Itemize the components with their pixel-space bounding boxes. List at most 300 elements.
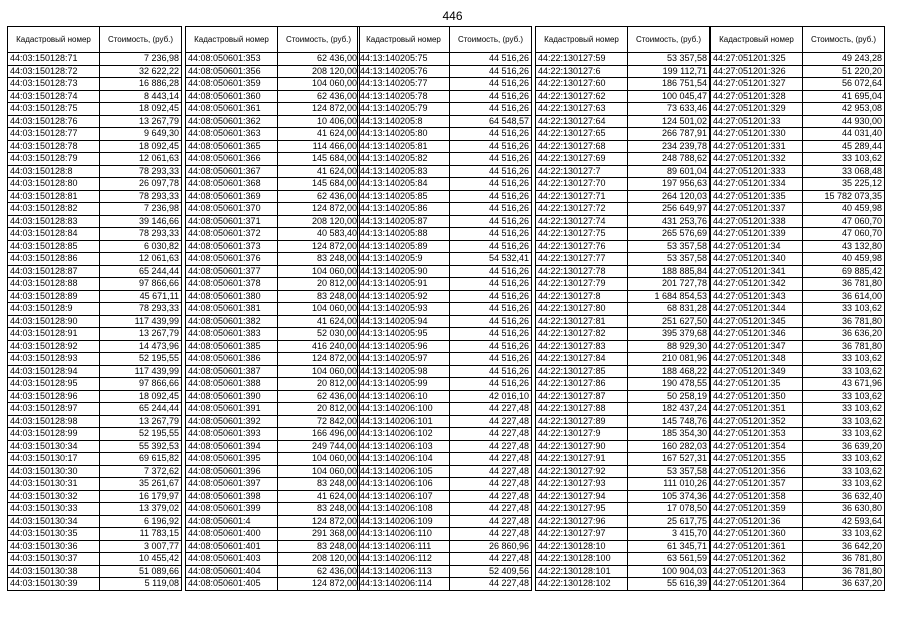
cost-cell: 25 617,75 (628, 515, 710, 528)
cost-cell: 44 227,48 (450, 503, 532, 516)
table-row (536, 265, 710, 278)
table-row (8, 453, 182, 466)
cadastral-number-cell: 44:27:051201:33 (711, 115, 803, 128)
table-row (8, 428, 182, 441)
cost-cell: 104 060,00 (278, 365, 360, 378)
cost-cell: 40 459,98 (803, 203, 885, 216)
cost-cell: 41 624,00 (278, 315, 360, 328)
cost-cell: 62 436,00 (278, 565, 360, 578)
cost-cell: 36 781,80 (803, 278, 885, 291)
cadastral-number-cell: 44:22:130127:65 (536, 128, 628, 141)
cost-cell: 26 097,78 (100, 178, 182, 191)
cost-cell: 40 583,40 (278, 228, 360, 241)
table-row (186, 553, 360, 566)
table-row (536, 390, 710, 403)
cadastral-table-4 (535, 26, 710, 591)
table-row (358, 228, 532, 241)
table-row (358, 365, 532, 378)
table-row (8, 378, 182, 391)
cost-cell: 41 624,00 (278, 165, 360, 178)
table-row (536, 503, 710, 516)
cadastral-number-cell: 44:27:051201:360 (711, 528, 803, 541)
cost-cell: 18 092,45 (100, 140, 182, 153)
cadastral-number-cell: 44:22:130127:96 (536, 515, 628, 528)
cost-cell: 44 516,26 (450, 190, 532, 203)
cadastral-number-cell: 44:08:050601:401 (186, 540, 278, 553)
table-row (711, 553, 885, 566)
cost-cell: 41 624,00 (278, 490, 360, 503)
table-row (8, 465, 182, 478)
cadastral-number-cell: 44:03:150130:36 (8, 540, 100, 553)
table-row (358, 253, 532, 266)
cadastral-number-cell: 44:13:140205:87 (358, 215, 450, 228)
cost-cell: 265 576,69 (628, 228, 710, 241)
table-row (186, 315, 360, 328)
cadastral-number-cell: 44:03:150128:98 (8, 415, 100, 428)
cadastral-number-cell: 44:22:130127:95 (536, 503, 628, 516)
cost-cell: 44 516,26 (450, 353, 532, 366)
table-row (358, 140, 532, 153)
cost-cell: 32 622,22 (100, 65, 182, 78)
cadastral-number-cell: 44:13:140205:82 (358, 153, 450, 166)
table-row (536, 290, 710, 303)
cadastral-number-cell: 44:27:051201:361 (711, 540, 803, 553)
cost-cell: 36 642,20 (803, 540, 885, 553)
cadastral-number-cell: 44:03:150128:71 (8, 53, 100, 66)
cost-cell: 104 060,00 (278, 465, 360, 478)
table-row (8, 565, 182, 578)
cadastral-number-cell: 44:22:130127:6 (536, 65, 628, 78)
cadastral-number-cell: 44:13:140205:94 (358, 315, 450, 328)
table-row (536, 340, 710, 353)
cost-cell: 124 872,00 (278, 103, 360, 116)
table-row (536, 353, 710, 366)
cadastral-number-cell: 44:13:140206:109 (358, 515, 450, 528)
cadastral-number-cell: 44:03:150128:76 (8, 115, 100, 128)
table-row (358, 478, 532, 491)
cost-cell: 64 548,57 (450, 115, 532, 128)
table-row (358, 278, 532, 291)
table-row (536, 403, 710, 416)
cost-cell: 33 103,62 (803, 478, 885, 491)
cost-cell: 44 227,48 (450, 428, 532, 441)
cost-cell: 210 081,96 (628, 353, 710, 366)
cost-cell: 83 248,00 (278, 540, 360, 553)
table-row (8, 115, 182, 128)
cadastral-number-cell: 44:22:130127:8 (536, 290, 628, 303)
cadastral-number-cell: 44:08:050601:377 (186, 265, 278, 278)
table-row (536, 253, 710, 266)
cadastral-number-cell: 44:22:130127:63 (536, 103, 628, 116)
cost-cell: 104 060,00 (278, 78, 360, 91)
cost-cell: 89 601,04 (628, 165, 710, 178)
cost-cell: 44 227,48 (450, 440, 532, 453)
table-row (186, 515, 360, 528)
cadastral-number-cell: 44:13:140205:89 (358, 240, 450, 253)
header-cost: Стоимость, (руб.) (278, 27, 360, 53)
table-row (536, 378, 710, 391)
cost-cell: 14 473,96 (100, 340, 182, 353)
cadastral-number-cell: 44:03:150128:81 (8, 190, 100, 203)
cadastral-number-cell: 44:08:050601:403 (186, 553, 278, 566)
cost-cell: 44 227,48 (450, 453, 532, 466)
cost-cell: 182 437,24 (628, 403, 710, 416)
cost-cell: 44 227,48 (450, 578, 532, 591)
table-row (8, 278, 182, 291)
cadastral-number-cell: 44:08:050601:387 (186, 365, 278, 378)
cadastral-number-cell: 44:22:130127:64 (536, 115, 628, 128)
table-row (186, 540, 360, 553)
table-row (8, 240, 182, 253)
cost-cell: 35 261,67 (100, 478, 182, 491)
cost-cell: 44 227,48 (450, 515, 532, 528)
cost-cell: 97 866,66 (100, 278, 182, 291)
table-row (358, 390, 532, 403)
cost-cell: 40 459,98 (803, 253, 885, 266)
cadastral-number-cell: 44:27:051201:364 (711, 578, 803, 591)
table-row (8, 228, 182, 241)
table-row (536, 128, 710, 141)
cost-cell: 78 293,33 (100, 165, 182, 178)
cost-cell: 13 267,79 (100, 115, 182, 128)
table-row (711, 515, 885, 528)
cadastral-number-cell: 44:13:140205:79 (358, 103, 450, 116)
header-cost: Стоимость, (руб.) (450, 27, 532, 53)
cadastral-number-cell: 44:13:140206:103 (358, 440, 450, 453)
cost-cell: 10 455,42 (100, 553, 182, 566)
cadastral-number-cell: 44:08:050601:404 (186, 565, 278, 578)
cost-cell: 62 436,00 (278, 53, 360, 66)
table-header-row (536, 27, 710, 53)
cadastral-number-cell: 44:22:130127:82 (536, 328, 628, 341)
cadastral-number-cell: 44:22:130127:84 (536, 353, 628, 366)
cadastral-number-cell: 44:03:150130:33 (8, 503, 100, 516)
cadastral-number-cell: 44:08:050601:365 (186, 140, 278, 153)
cadastral-table-1 (7, 26, 182, 591)
table-row (186, 140, 360, 153)
cost-cell: 44 516,26 (450, 178, 532, 191)
cost-cell: 65 244,44 (100, 403, 182, 416)
cadastral-number-cell: 44:08:050601:369 (186, 190, 278, 203)
cost-cell: 104 060,00 (278, 453, 360, 466)
cadastral-number-cell: 44:27:051201:347 (711, 340, 803, 353)
cadastral-number-cell: 44:27:051201:35 (711, 378, 803, 391)
cost-cell: 36 632,40 (803, 490, 885, 503)
table-row (8, 515, 182, 528)
table-row (186, 240, 360, 253)
table-row (711, 528, 885, 541)
cost-cell: 52 195,55 (100, 428, 182, 441)
table-row (186, 428, 360, 441)
table-row (8, 253, 182, 266)
cost-cell: 33 103,62 (803, 365, 885, 378)
cadastral-number-cell: 44:22:130127:76 (536, 240, 628, 253)
table-row (711, 315, 885, 328)
cadastral-number-cell: 44:13:140206:105 (358, 465, 450, 478)
table-row (711, 228, 885, 241)
cadastral-number-cell: 44:22:130127:59 (536, 53, 628, 66)
cadastral-number-cell: 44:27:051201:352 (711, 415, 803, 428)
cost-cell: 44 227,48 (450, 465, 532, 478)
cadastral-number-cell: 44:27:051201:339 (711, 228, 803, 241)
header-cadastral-number: Кадастровый номер (711, 27, 803, 53)
table-row (186, 53, 360, 66)
table-row (186, 465, 360, 478)
table-row (536, 528, 710, 541)
cost-cell: 44 516,26 (450, 240, 532, 253)
cadastral-number-cell: 44:03:150128:96 (8, 390, 100, 403)
cost-cell: 100 904,03 (628, 565, 710, 578)
cadastral-number-cell: 44:22:130127:89 (536, 415, 628, 428)
table-row (186, 528, 360, 541)
table-row (358, 190, 532, 203)
cost-cell: 33 103,62 (803, 390, 885, 403)
cost-cell: 12 061,63 (100, 253, 182, 266)
cost-cell: 188 468,22 (628, 365, 710, 378)
cadastral-number-cell: 44:08:050601:362 (186, 115, 278, 128)
cost-cell: 83 248,00 (278, 503, 360, 516)
cadastral-number-cell: 44:08:050601:393 (186, 428, 278, 441)
cadastral-number-cell: 44:27:051201:356 (711, 465, 803, 478)
table-row (536, 440, 710, 453)
table-row (8, 140, 182, 153)
table-header-row (358, 27, 532, 53)
cost-cell: 36 781,80 (803, 340, 885, 353)
table-row (358, 353, 532, 366)
cadastral-number-cell: 44:13:140205:90 (358, 265, 450, 278)
cadastral-number-cell: 44:13:140206:10 (358, 390, 450, 403)
cadastral-number-cell: 44:08:050601:383 (186, 328, 278, 341)
table-row (8, 365, 182, 378)
cadastral-number-cell: 44:22:130128:10 (536, 540, 628, 553)
cadastral-number-cell: 44:27:051201:342 (711, 278, 803, 291)
table-row (536, 78, 710, 91)
cadastral-number-cell: 44:08:050601:386 (186, 353, 278, 366)
cost-cell: 124 872,00 (278, 240, 360, 253)
cadastral-number-cell: 44:27:051201:355 (711, 453, 803, 466)
table-row (711, 190, 885, 203)
table-row (536, 215, 710, 228)
table-row (358, 128, 532, 141)
table-row (536, 428, 710, 441)
table-row (711, 403, 885, 416)
cost-cell: 53 357,58 (628, 53, 710, 66)
cost-cell: 36 781,80 (803, 553, 885, 566)
cadastral-number-cell: 44:03:150128:72 (8, 65, 100, 78)
cost-cell: 26 860,96 (450, 540, 532, 553)
cost-cell: 53 357,58 (628, 465, 710, 478)
cadastral-number-cell: 44:27:051201:359 (711, 503, 803, 516)
cadastral-number-cell: 44:27:051201:350 (711, 390, 803, 403)
table-row (536, 578, 710, 591)
table-row (358, 328, 532, 341)
cadastral-number-cell: 44:22:130127:70 (536, 178, 628, 191)
cadastral-number-cell: 44:03:150128:86 (8, 253, 100, 266)
cadastral-number-cell: 44:27:051201:354 (711, 440, 803, 453)
cadastral-number-cell: 44:27:051201:334 (711, 178, 803, 191)
cadastral-number-cell: 44:22:130127:75 (536, 228, 628, 241)
table-row (536, 453, 710, 466)
cost-cell: 52 030,00 (278, 328, 360, 341)
cadastral-number-cell: 44:22:130127:90 (536, 440, 628, 453)
table-row (358, 215, 532, 228)
cadastral-number-cell: 44:13:140205:88 (358, 228, 450, 241)
header-cadastral-number: Кадастровый номер (358, 27, 450, 53)
table-row (8, 503, 182, 516)
cadastral-number-cell: 44:27:051201:343 (711, 290, 803, 303)
table-row (186, 390, 360, 403)
cost-cell: 44 516,26 (450, 328, 532, 341)
table-row (186, 578, 360, 591)
cost-cell: 166 496,00 (278, 428, 360, 441)
cadastral-number-cell: 44:13:140205:92 (358, 290, 450, 303)
table-row (711, 328, 885, 341)
cost-cell: 44 516,26 (450, 290, 532, 303)
table-row (711, 578, 885, 591)
table-row (711, 265, 885, 278)
cost-cell: 160 282,03 (628, 440, 710, 453)
cadastral-number-cell: 44:22:130127:9 (536, 428, 628, 441)
cadastral-number-cell: 44:13:140205:99 (358, 378, 450, 391)
cadastral-number-cell: 44:08:050601:363 (186, 128, 278, 141)
cadastral-number-cell: 44:03:150128:91 (8, 328, 100, 341)
table-row (711, 153, 885, 166)
table-row (186, 278, 360, 291)
cost-cell: 44 227,48 (450, 490, 532, 503)
table-row (186, 290, 360, 303)
cost-cell: 44 516,26 (450, 128, 532, 141)
cost-cell: 44 227,48 (450, 415, 532, 428)
cadastral-number-cell: 44:27:051201:34 (711, 240, 803, 253)
cost-cell: 11 783,15 (100, 528, 182, 541)
table-row (536, 90, 710, 103)
cost-cell: 68 831,28 (628, 303, 710, 316)
cadastral-number-cell: 44:03:150130:39 (8, 578, 100, 591)
table-row (536, 190, 710, 203)
header-cadastral-number: Кадастровый номер (8, 27, 100, 53)
table-row (711, 440, 885, 453)
cost-cell: 124 872,00 (278, 203, 360, 216)
table-row (8, 340, 182, 353)
table-row (186, 453, 360, 466)
cadastral-number-cell: 44:27:051201:345 (711, 315, 803, 328)
cadastral-number-cell: 44:13:140205:95 (358, 328, 450, 341)
table-row (358, 528, 532, 541)
table-row (536, 328, 710, 341)
cadastral-number-cell: 44:22:130128:100 (536, 553, 628, 566)
cadastral-number-cell: 44:08:050601:391 (186, 403, 278, 416)
cadastral-number-cell: 44:27:051201:346 (711, 328, 803, 341)
cadastral-number-cell: 44:08:050601:405 (186, 578, 278, 591)
cost-cell: 44 227,48 (450, 528, 532, 541)
table-row (358, 78, 532, 91)
table-header-row (711, 27, 885, 53)
table-row (536, 53, 710, 66)
cadastral-number-cell: 44:08:050601:367 (186, 165, 278, 178)
table-row (358, 165, 532, 178)
cost-cell: 44 516,26 (450, 103, 532, 116)
cadastral-number-cell: 44:03:150130:34 (8, 440, 100, 453)
header-cadastral-number: Кадастровый номер (536, 27, 628, 53)
cadastral-number-cell: 44:22:130128:102 (536, 578, 628, 591)
table-row (358, 378, 532, 391)
cost-cell: 44 516,26 (450, 340, 532, 353)
cost-cell: 43 671,96 (803, 378, 885, 391)
cadastral-number-cell: 44:27:051201:328 (711, 90, 803, 103)
header-cost: Стоимость, (руб.) (100, 27, 182, 53)
cost-cell: 264 120,03 (628, 190, 710, 203)
table-row (711, 465, 885, 478)
cadastral-number-cell: 44:03:150128:80 (8, 178, 100, 191)
cost-cell: 248 788,62 (628, 153, 710, 166)
table-row (8, 540, 182, 553)
cost-cell: 124 872,00 (278, 515, 360, 528)
cadastral-number-cell: 44:08:050601:372 (186, 228, 278, 241)
cost-cell: 62 436,00 (278, 190, 360, 203)
table-row (711, 90, 885, 103)
cadastral-number-cell: 44:08:050601:398 (186, 490, 278, 503)
table-row (711, 203, 885, 216)
table-row (8, 415, 182, 428)
cost-cell: 65 244,44 (100, 265, 182, 278)
cadastral-number-cell: 44:03:150130:34 (8, 515, 100, 528)
cadastral-number-cell: 44:13:140205:76 (358, 65, 450, 78)
cadastral-number-cell: 44:08:050601:380 (186, 290, 278, 303)
cadastral-number-cell: 44:27:051201:329 (711, 103, 803, 116)
cadastral-number-cell: 44:22:130127:69 (536, 153, 628, 166)
cadastral-number-cell: 44:08:050601:356 (186, 65, 278, 78)
table-row (536, 315, 710, 328)
cost-cell: 9 649,30 (100, 128, 182, 141)
cadastral-table-3 (357, 26, 532, 591)
cost-cell: 52 195,55 (100, 353, 182, 366)
cost-cell: 201 727,78 (628, 278, 710, 291)
table-row (711, 128, 885, 141)
table-row (711, 240, 885, 253)
cadastral-number-cell: 44:13:140206:101 (358, 415, 450, 428)
table-row (186, 365, 360, 378)
cadastral-number-cell: 44:08:050601:366 (186, 153, 278, 166)
cadastral-number-cell: 44:27:051201:358 (711, 490, 803, 503)
cost-cell: 83 248,00 (278, 253, 360, 266)
table-row (8, 215, 182, 228)
table-row (186, 165, 360, 178)
cost-cell: 41 624,00 (278, 128, 360, 141)
cost-cell: 33 103,62 (803, 415, 885, 428)
table-row (711, 53, 885, 66)
cost-cell: 47 060,70 (803, 215, 885, 228)
table-row (711, 290, 885, 303)
cadastral-number-cell: 44:13:140206:100 (358, 403, 450, 416)
cost-cell: 167 527,31 (628, 453, 710, 466)
table-row (186, 478, 360, 491)
cost-cell: 100 045,47 (628, 90, 710, 103)
cost-cell: 44 516,26 (450, 228, 532, 241)
cadastral-number-cell: 44:03:150128:73 (8, 78, 100, 91)
cost-cell: 73 633,46 (628, 103, 710, 116)
cost-cell: 56 072,64 (803, 78, 885, 91)
cadastral-number-cell: 44:08:050601:396 (186, 465, 278, 478)
cost-cell: 395 379,68 (628, 328, 710, 341)
table-row (358, 515, 532, 528)
cost-cell: 44 516,26 (450, 153, 532, 166)
table-row (536, 203, 710, 216)
cost-cell: 61 345,71 (628, 540, 710, 553)
cost-cell: 256 649,97 (628, 203, 710, 216)
table-row (536, 115, 710, 128)
table-row (536, 465, 710, 478)
cost-cell: 431 253,76 (628, 215, 710, 228)
